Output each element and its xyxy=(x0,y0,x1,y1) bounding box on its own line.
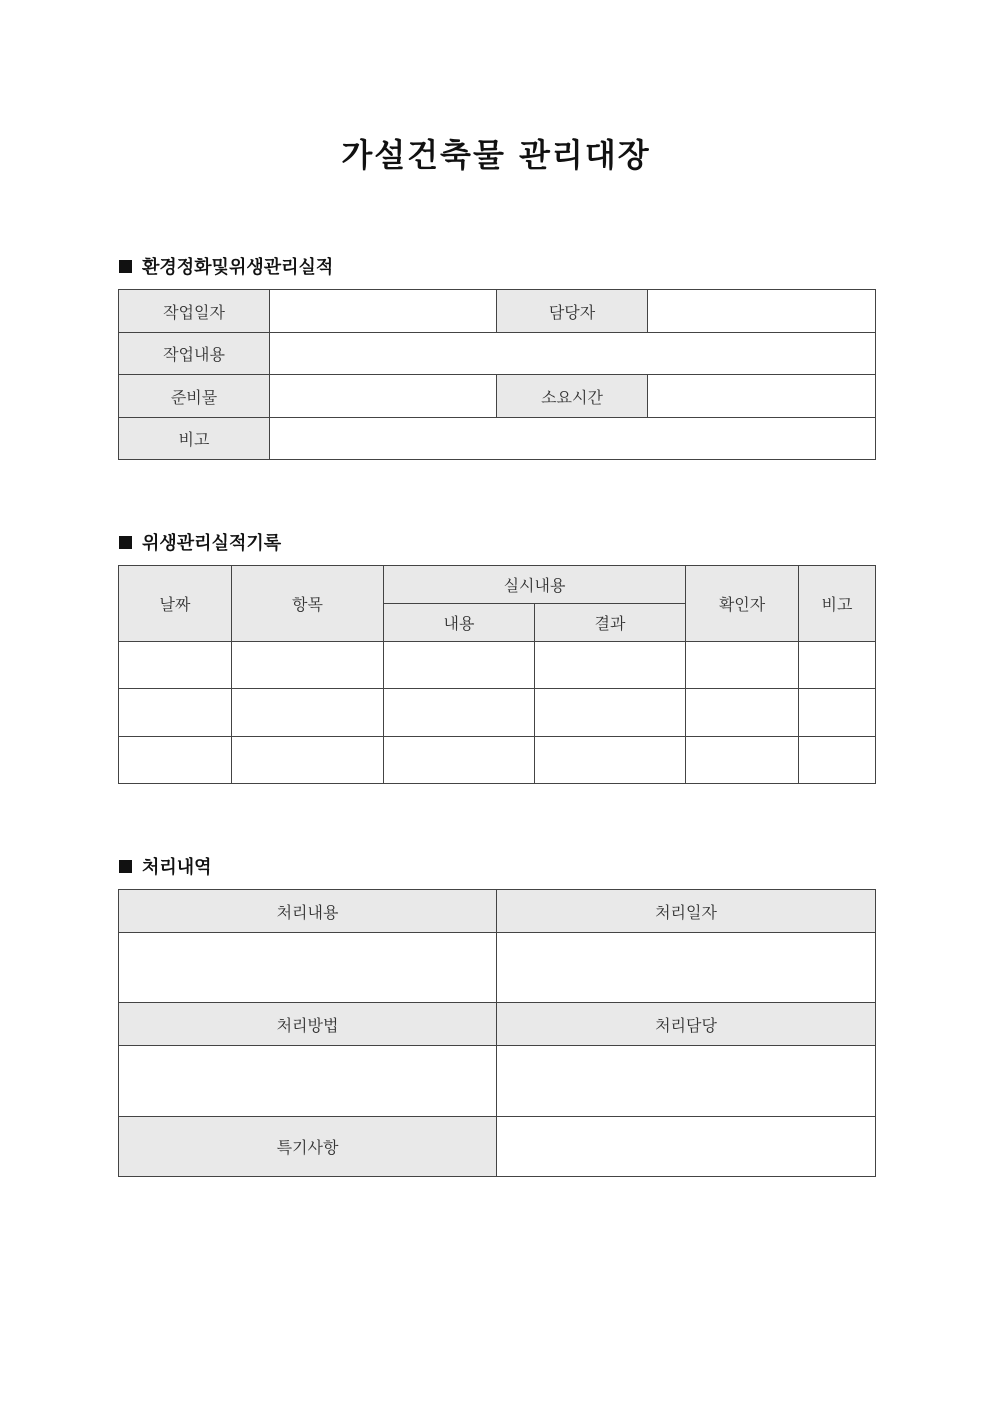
section-heading-label: 환경정화및위생관리실적 xyxy=(142,257,334,278)
table-row xyxy=(119,689,876,737)
square-bullet-icon xyxy=(119,860,132,873)
table-row xyxy=(119,290,876,333)
date-cell[interactable] xyxy=(119,689,232,737)
content-cell[interactable] xyxy=(384,737,535,784)
table-row xyxy=(119,333,876,375)
process-content-label: 처리내용 xyxy=(119,890,497,933)
section-heading-hygiene xyxy=(119,529,281,555)
date-cell[interactable] xyxy=(119,642,232,689)
remarks-cell[interactable] xyxy=(799,737,876,784)
content-cell[interactable] xyxy=(384,642,535,689)
table-header-row xyxy=(119,566,876,604)
implementation-header: 실시내용 xyxy=(384,566,686,604)
page-title: 가설건축물 관리대장 xyxy=(341,136,651,174)
table-row xyxy=(119,933,876,1003)
processing-table xyxy=(118,889,876,1177)
remarks-label: 비고 xyxy=(119,418,270,460)
time-required-field[interactable] xyxy=(648,375,876,418)
item-cell[interactable] xyxy=(232,737,384,784)
process-method-field[interactable] xyxy=(119,1046,497,1117)
supplies-field[interactable] xyxy=(270,375,497,418)
confirmer-header: 확인자 xyxy=(686,566,799,642)
square-bullet-icon xyxy=(119,536,132,549)
remarks-cell[interactable] xyxy=(799,689,876,737)
environment-table xyxy=(118,289,876,460)
confirmer-cell[interactable] xyxy=(686,737,799,784)
result-cell[interactable] xyxy=(535,642,686,689)
result-header: 결과 xyxy=(535,604,686,642)
table-row xyxy=(119,1046,876,1117)
process-manager-field[interactable] xyxy=(497,1046,876,1117)
result-cell[interactable] xyxy=(535,689,686,737)
date-header: 날짜 xyxy=(119,566,232,642)
time-required-label: 소요시간 xyxy=(497,375,648,418)
remarks-cell[interactable] xyxy=(799,642,876,689)
table-row xyxy=(119,375,876,418)
date-cell[interactable] xyxy=(119,737,232,784)
work-date-label: 작업일자 xyxy=(119,290,270,333)
table-row xyxy=(119,642,876,689)
section-heading-label: 위생관리실적기록 xyxy=(142,533,282,554)
item-header: 항목 xyxy=(232,566,384,642)
supplies-label: 준비물 xyxy=(119,375,270,418)
special-notes-label: 특기사항 xyxy=(119,1117,497,1177)
process-date-label: 처리일자 xyxy=(497,890,876,933)
work-content-field[interactable] xyxy=(270,333,876,375)
section-heading-environment xyxy=(119,253,333,279)
item-cell[interactable] xyxy=(232,642,384,689)
remarks-field[interactable] xyxy=(270,418,876,460)
confirmer-cell[interactable] xyxy=(686,642,799,689)
table-row xyxy=(119,418,876,460)
special-notes-field[interactable] xyxy=(497,1117,876,1177)
process-content-field[interactable] xyxy=(119,933,497,1003)
item-cell[interactable] xyxy=(232,689,384,737)
content-header: 내용 xyxy=(384,604,535,642)
process-manager-label: 처리담당 xyxy=(497,1003,876,1046)
square-bullet-icon xyxy=(119,260,132,273)
table-row xyxy=(119,737,876,784)
section-heading-processing xyxy=(119,853,212,879)
person-in-charge-label: 담당자 xyxy=(497,290,648,333)
process-date-field[interactable] xyxy=(497,933,876,1003)
table-header-row xyxy=(119,890,876,933)
confirmer-cell[interactable] xyxy=(686,689,799,737)
person-in-charge-field[interactable] xyxy=(648,290,876,333)
table-header-row xyxy=(119,1003,876,1046)
hygiene-record-table xyxy=(118,565,876,784)
section-heading-label: 처리내역 xyxy=(142,857,212,878)
result-cell[interactable] xyxy=(535,737,686,784)
work-date-field[interactable] xyxy=(270,290,497,333)
work-content-label: 작업내용 xyxy=(119,333,270,375)
remarks-header: 비고 xyxy=(799,566,876,642)
content-cell[interactable] xyxy=(384,689,535,737)
table-row xyxy=(119,1117,876,1177)
process-method-label: 처리방법 xyxy=(119,1003,497,1046)
